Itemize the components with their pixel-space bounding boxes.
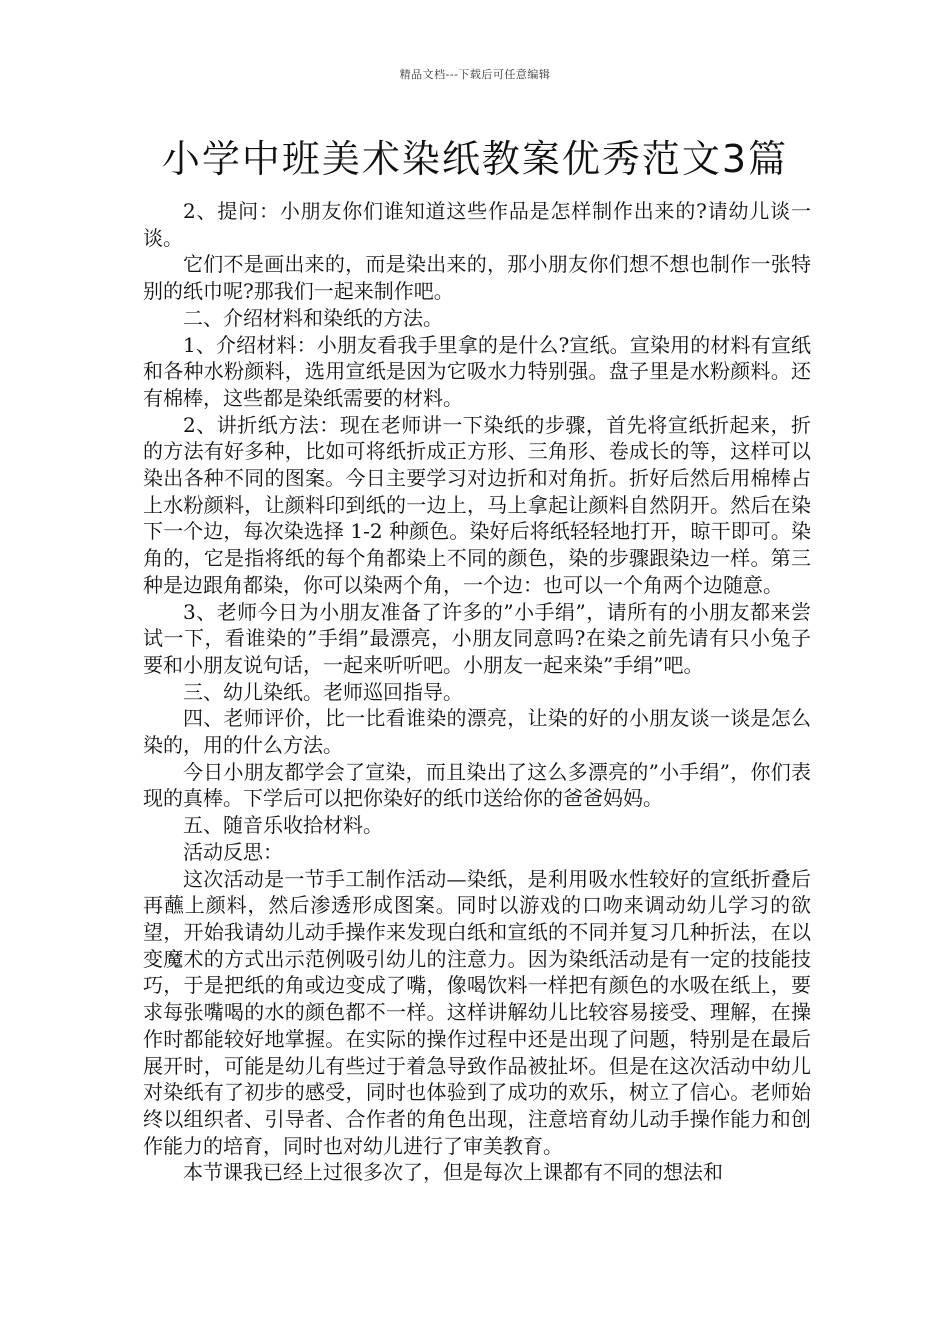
paragraph-folding: 2、讲折纸方法：现在老师讲一下染纸的步骤，首先将宣纸折起来，折的方法有好多种，比如可将纸折成正方形、三角形、卷成长的等，这样可以染出各种不同的图案。今日主要学习对边折和对角折。折好后然后用棉棒占上水粉颜料，让颜料印到纸的一边上，马上拿起让颜料自然阴开。然后在染下一个边，每次染选择 1-2 种颜色。染好后将纸轻轻地打开，晾干即可。染角的，它是指将纸的每个角都染上不同的颜色，染的步骤跟染边一样。第三种是边跟角都染，你可以染两个角，一个边：也可以一个角两个边随意。 <box>143 412 811 597</box>
section-heading-evaluation: 四、老师评价，比一比看谁染的漂亮，让染的好的小朋友谈一谈是怎么染的，用的什么方法。 <box>143 706 811 758</box>
document-title: 小学中班美术染纸教案优秀范文3篇 <box>161 137 789 181</box>
paragraph-intro: 它们不是画出来的，而是染出来的，那小朋友你们想不想也制作一张特别的纸巾呢?那我们一起来制作吧。 <box>143 252 811 304</box>
section-heading-materials: 二、介绍材料和染纸的方法。 <box>183 305 443 330</box>
paragraph-handkerchief: 3、老师今日为小朋友准备了许多的”小手绢”，请所有的小朋友都来尝试一下，看谁染的”手绢”最漂亮，小朋友同意吗?在染之前先请有只小兔子要和小朋友说句话，一起来听听吧。小朋友一起来染”手绢”吧。 <box>143 599 811 677</box>
paragraph-reflection: 这次活动是一节手工制作活动—染纸，是利用吸水性较好的宣纸折叠后再蘸上颜料，然后渗透形成图案。同时以游戏的口吻来调动幼儿学习的欲望，开始我请幼儿动手操作来发现白纸和宣纸的不同并复习几种折法，在以变魔术的方式出示范例吸引幼儿的注意力。因为染纸活动是有一定的技能技巧，于是把纸的角或边变成了嘴，像喝饮料一样把有颜色的水吸在纸上，要求每张嘴喝的水的颜色都不一样。这样讲解幼儿比较容易接受、理解，在操作时都能较好地掌握。在实际的操作过程中还是出现了问题，特别是在最后展开时，可能是幼儿有些过于着急导致作品被扯坏。但是在这次活动中幼儿对染纸有了初步的感受，同时也体验到了成功的欢乐，树立了信心。老师始终以组织者、引导者、合作者的角色出现，注意培育幼儿动手操作能力和创作能力的培育，同时也对幼儿进行了审美教育。 <box>143 866 811 1158</box>
paragraph-closing: 本节课我已经上过很多次了，但是每次上课都有不同的想法和 <box>183 1160 723 1185</box>
header-note: 精品文档---下载后可任意编辑 <box>399 68 551 81</box>
document-body <box>143 198 811 1186</box>
paragraph-materials: 1、介绍材料：小朋友看我手里拿的是什么?宣纸。宣染用的材料有宣纸和各种水粉颜料，选用宣纸是因为它吸水力特别强。盘子里是水粉颜料。还有棉棒，这些都是染纸需要的材料。 <box>143 332 811 410</box>
paragraph-praise: 今日小朋友都学会了宣染，而且染出了这么多漂亮的”小手绢”，你们表现的真棒。下学后可以把你染好的纸巾送给你的爸爸妈妈。 <box>143 759 811 811</box>
paragraph-question: 2、提问：小朋友你们谁知道这些作品是怎样制作出来的?请幼儿谈一谈。 <box>143 199 811 250</box>
section-heading-dyeing: 三、幼儿染纸。老师巡回指导。 <box>183 679 463 704</box>
section-heading-cleanup: 五、随音乐收拾材料。 <box>183 813 383 838</box>
section-heading-reflection: 活动反思： <box>183 839 283 864</box>
